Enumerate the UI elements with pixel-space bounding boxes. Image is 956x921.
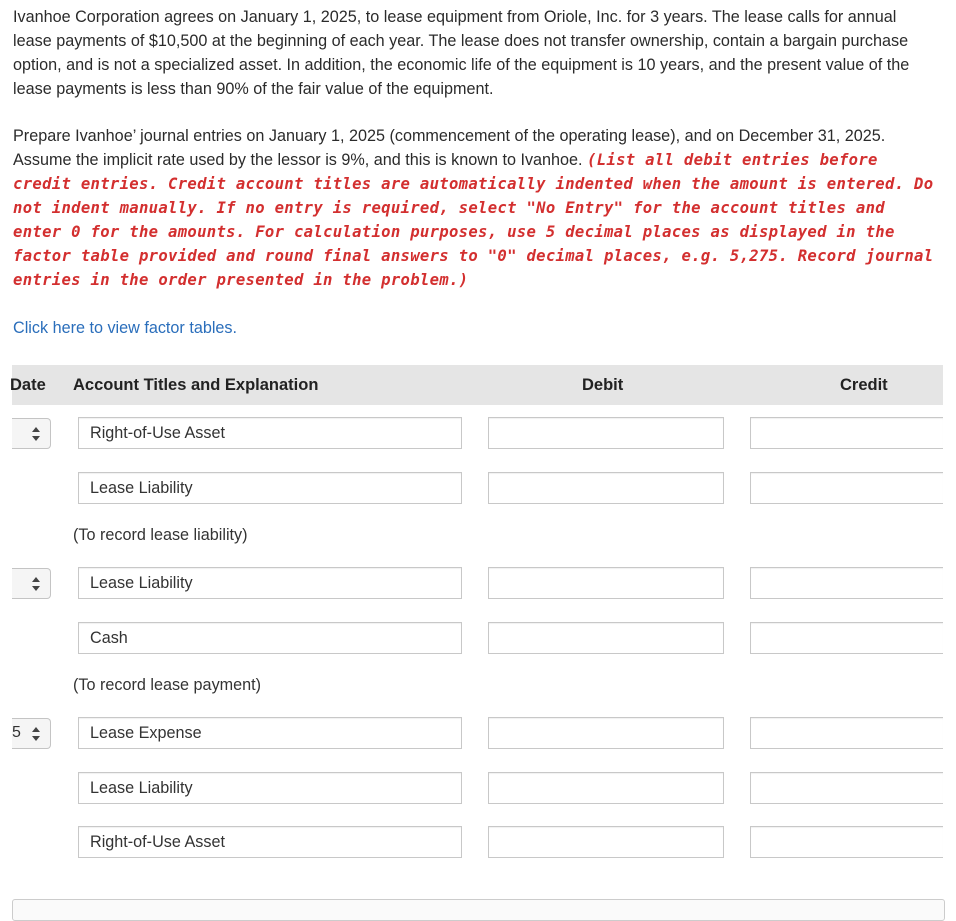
select-arrows-icon bbox=[31, 576, 41, 592]
account-title-input[interactable]: Lease Expense bbox=[78, 717, 462, 749]
debit-input[interactable] bbox=[488, 622, 724, 654]
date-select[interactable] bbox=[12, 568, 51, 599]
debit-input[interactable] bbox=[488, 772, 724, 804]
next-panel-edge bbox=[12, 899, 945, 921]
factor-tables-link[interactable]: Click here to view factor tables. bbox=[13, 319, 238, 337]
credit-input[interactable] bbox=[750, 826, 943, 858]
header-debit: Debit bbox=[582, 376, 624, 394]
debit-input[interactable] bbox=[488, 567, 724, 599]
debit-input[interactable] bbox=[488, 472, 724, 504]
credit-input[interactable] bbox=[750, 622, 943, 654]
header-credit: Credit bbox=[840, 376, 888, 394]
problem-paragraph-1: Ivanhoe Corporation agrees on January 1, 2025, to lease equipment from Oriole, Inc. for 3 years. The lease calls for annual lease payments of $10,500 at the beginning of each year. The lease does not transfer ownership, contain a bargain purchase option, and is not a specialized asset. In addition, the economic life of the equipment is 10 years, and the present value of the lease payments is less than 90% of the fair value of the equipment. bbox=[13, 8, 910, 98]
credit-input[interactable] bbox=[750, 567, 943, 599]
credit-input[interactable] bbox=[750, 472, 943, 504]
debit-input[interactable] bbox=[488, 826, 724, 858]
entry-memo: (To record lease payment) bbox=[73, 676, 262, 694]
account-title-input[interactable]: Right-of-Use Asset bbox=[78, 417, 462, 449]
account-title-input[interactable]: Right-of-Use Asset bbox=[78, 826, 462, 858]
select-arrows-icon bbox=[31, 426, 41, 442]
date-select[interactable] bbox=[12, 418, 51, 449]
account-title-input[interactable]: Cash bbox=[78, 622, 462, 654]
account-title-input[interactable]: Lease Liability bbox=[78, 472, 462, 504]
journal-table-header bbox=[12, 365, 943, 405]
header-date: Date bbox=[10, 376, 46, 394]
instructions-text: (List all debit entries before credit entries. Credit account titles are automatically indented when the amount is entered. Do not indent manually. If no entry is required, select "No Entry" for the account titles and enter 0 for the amounts. For calculation purposes, use 5 decimal places as displayed in the factor table provided and round final answers to "0" decimal places, e.g. 5,275. Record journal entries in the order presented in the problem.) bbox=[13, 151, 934, 289]
problem-text: Prepare Ivanhoe’ journal entries on January 1, 2025 (commencement of the operating lease), and on December 31, 2025. Assume the implicit rate used by the lessor is 9%, and this is known to Ivanhoe. bbox=[13, 127, 886, 169]
credit-input[interactable] bbox=[750, 717, 943, 749]
account-title-input[interactable]: Lease Liability bbox=[78, 772, 462, 804]
debit-input[interactable] bbox=[488, 417, 724, 449]
header-account-titles: Account Titles and Explanation bbox=[73, 376, 319, 394]
credit-input[interactable] bbox=[750, 772, 943, 804]
account-title-input[interactable]: Lease Liability bbox=[78, 567, 462, 599]
credit-input[interactable] bbox=[750, 417, 943, 449]
problem-paragraph-2 bbox=[13, 124, 938, 292]
date-select[interactable] bbox=[12, 718, 51, 749]
entry-memo: (To record lease liability) bbox=[73, 526, 248, 544]
select-arrows-icon bbox=[31, 726, 41, 742]
date-select-value: 5 bbox=[12, 724, 21, 741]
debit-input[interactable] bbox=[488, 717, 724, 749]
